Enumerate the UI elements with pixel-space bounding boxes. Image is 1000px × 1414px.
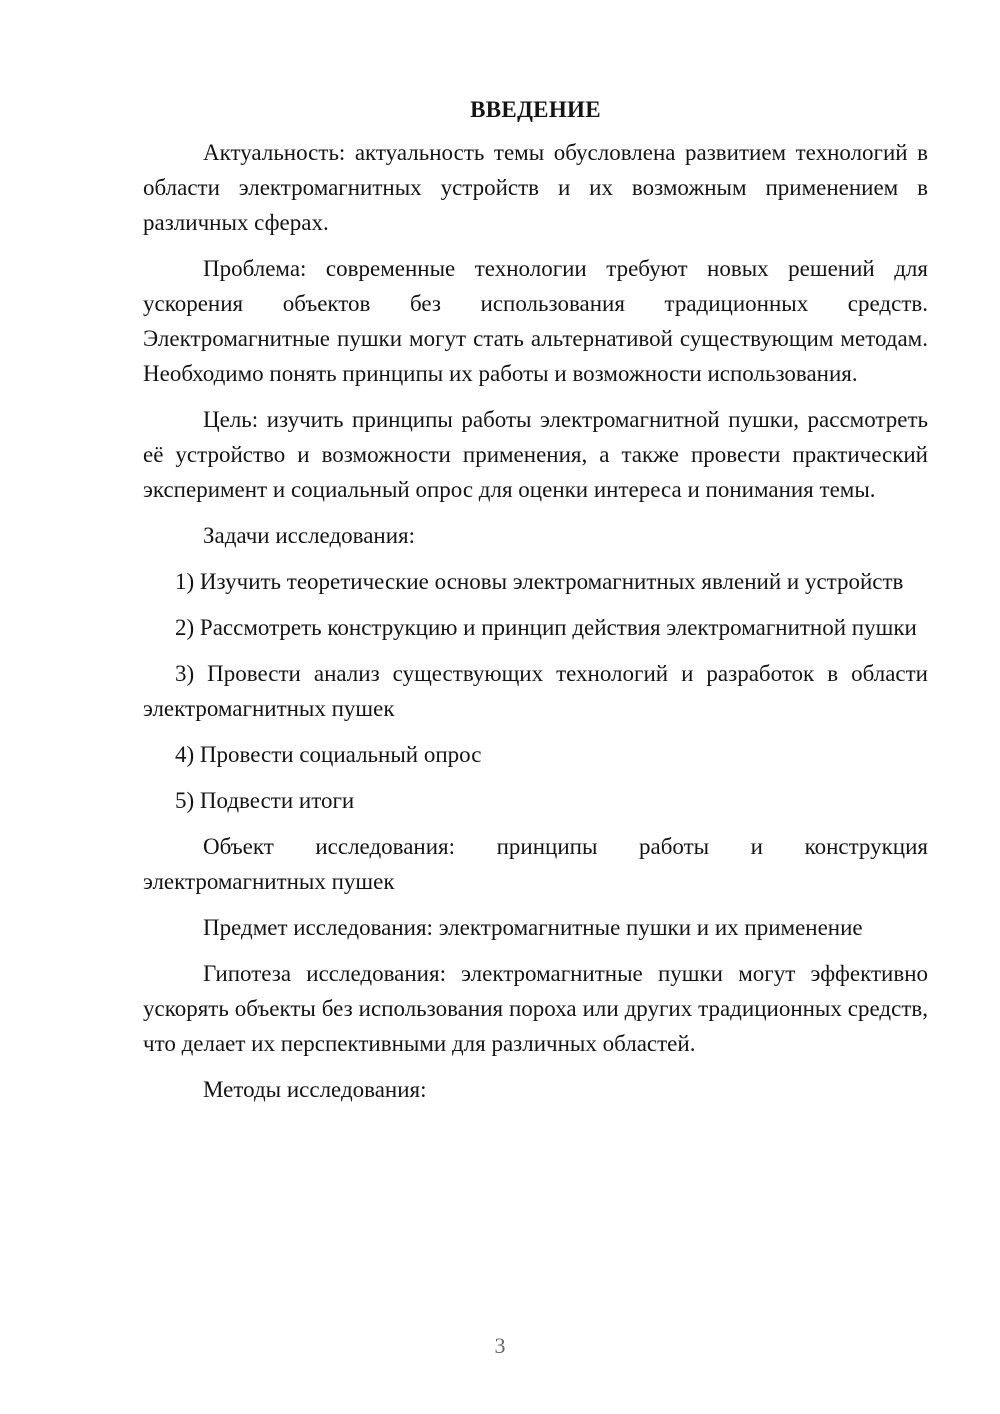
hypothesis-paragraph: Гипотеза исследования: электромагнитные пушки могут эффективно ускорять объекты без использования пороха или других традиционных средств, что делает их перспективными для различных областей. — [143, 961, 928, 1056]
document-body — [143, 92, 928, 1118]
task-item: 2) Рассмотреть конструкцию и принцип действия электромагнитной пушки — [175, 615, 917, 640]
page-title: ВВЕДЕНИЕ — [470, 97, 601, 122]
goal-paragraph: Цель: изучить принципы работы электромагнитной пушки, рассмотреть её устройство и возможности применения, а также провести практический эксперимент и социальный опрос для оценки интереса и понимания темы. — [143, 407, 928, 502]
relevance-paragraph: Актуальность: актуальность темы обусловлена развитием технологий в области электромагнитных устройств и их возможным применением в различных сферах. — [143, 140, 928, 235]
task-item: 1) Изучить теоретические основы электромагнитных явлений и устройств — [175, 569, 904, 594]
task-item: 3) Провести анализ существующих технологий и разработок в области электромагнитных пушек — [143, 661, 928, 721]
methods-heading: Методы исследования: — [203, 1077, 427, 1102]
tasks-heading: Задачи исследования: — [203, 523, 416, 548]
subject-paragraph: Предмет исследования: электромагнитные пушки и их применение — [203, 915, 863, 940]
page-number: 3 — [494, 1333, 506, 1358]
problem-paragraph: Проблема: современные технологии требуют новых решений для ускорения объектов без использования традиционных средств. Электромагнитные пушки могут стать альтернативой существующим методам. Необходимо понять принципы их работы и возможности использования. — [143, 256, 928, 386]
object-paragraph: Объект исследования: принципы работы и конструкция электромагнитных пушек — [143, 834, 928, 894]
task-item: 5) Подвести итоги — [175, 788, 355, 813]
task-item: 4) Провести социальный опрос — [175, 742, 482, 767]
